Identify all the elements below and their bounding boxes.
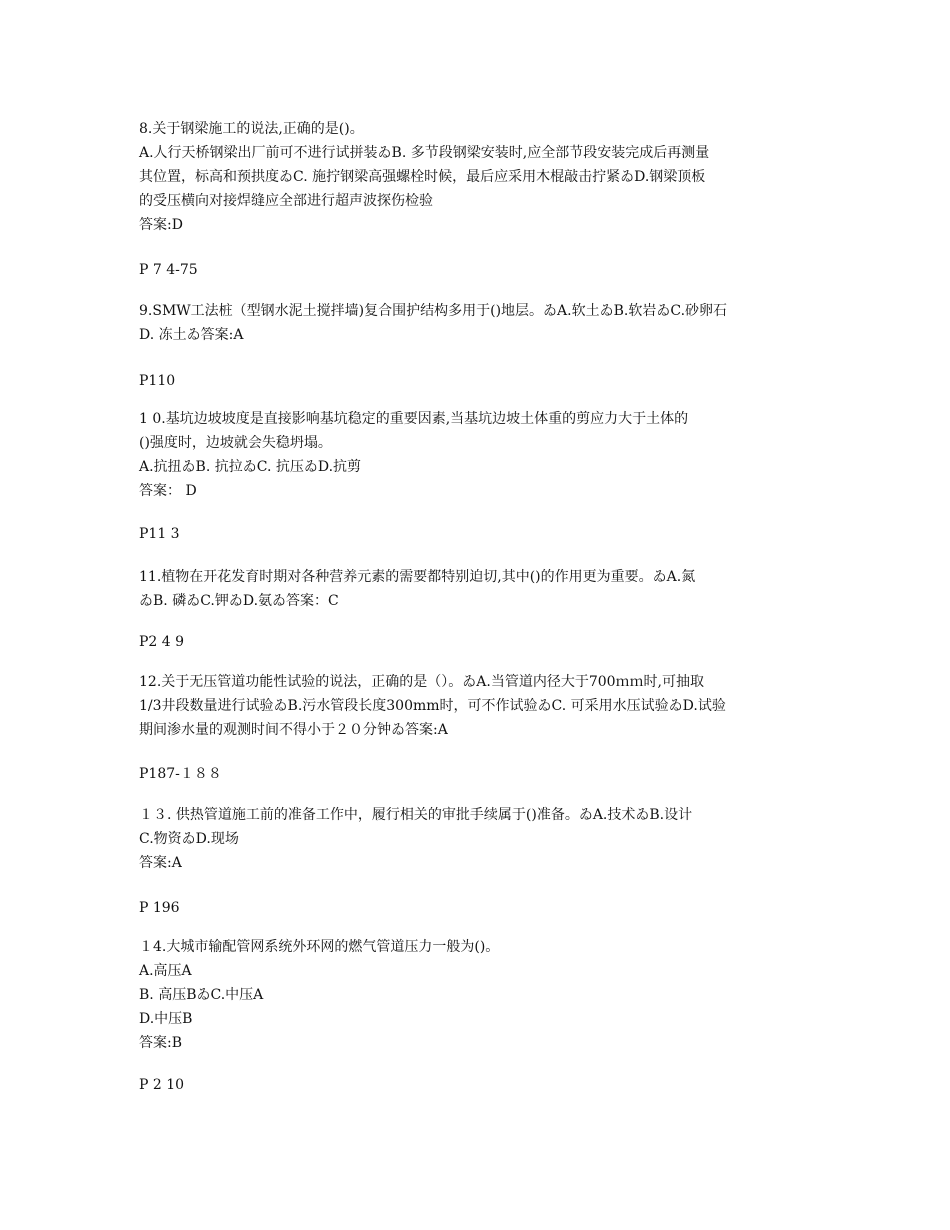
- question-13-stem: １３. 供热管道施工前的准备工作中，履行相关的审批手续属于()准备。ゐA.技术ゐB.设计: [139, 807, 693, 823]
- question-8-options-line-3: 的受压横向对接焊缝应全部进行超声波探伤检验: [139, 193, 433, 209]
- question-14-option-b-c: B. 高压BゐC.中压A: [139, 987, 264, 1003]
- question-14-option-a: A.高压A: [139, 963, 192, 979]
- question-8-answer: 答案:D: [139, 217, 183, 233]
- page-reference-q13: P 196: [139, 900, 180, 916]
- question-11: [139, 565, 819, 613]
- question-11-stem: 11.植物在开花发育时期对各种营养元素的需要都特别迫切,其中()的作用更为重要。ゐA.氮: [139, 569, 696, 585]
- question-10-stem-line-2: ()强度时，边坡就会失稳坍塌。: [139, 435, 332, 451]
- question-9-stem: 9.SMW工法桩（型钢水泥土搅拌墙)复合围护结构多用于()地层。ゐA.软土ゐB.软岩ゐC.砂卵石: [139, 303, 728, 319]
- question-8-options-line-1: A.人行天桥钢梁出厂前可不进行试拼装ゐB. 多节段钢梁安装时,应全部节段安装完成后再测量: [139, 145, 710, 161]
- question-13: [139, 803, 819, 875]
- question-12-line-3: 期间渗水量的观测时间不得小于２０分钟ゐ答案:A: [139, 722, 448, 738]
- question-14-stem: １4.大城市输配管网系统外环网的燃气管道压力一般为()。: [139, 939, 500, 955]
- question-10: [139, 407, 819, 503]
- question-14: [139, 935, 819, 1055]
- question-10-answer: 答案： D: [139, 483, 197, 499]
- question-10-stem-line-1: 1 0.基坑边坡坡度是直接影响基坑稳定的重要因素,当基坑边坡土体重的剪应力大于土体的: [139, 411, 689, 427]
- question-10-options: A.抗扭ゐB. 抗拉ゐC. 抗压ゐD.抗剪: [139, 459, 362, 475]
- question-13-answer: 答案:A: [139, 855, 182, 871]
- question-12-line-1: 12.关于无压管道功能性试验的说法，正确的是（）。ゐA.当管道内径大于700ｍｍ时,可抽取: [139, 674, 704, 690]
- page-reference-q10: P11 3: [139, 526, 180, 542]
- question-14-answer: 答案:B: [139, 1035, 183, 1051]
- page-reference-q11: P2 4 9: [139, 634, 185, 650]
- question-8-options-line-2: 其位置，标高和预拱度ゐC. 施拧钢梁高强螺栓时候，最后应采用木棍敲击拧紧ゐD.钢梁顶板: [139, 169, 706, 185]
- question-9-answer-line: D. 冻土ゐ答案:A: [139, 327, 244, 343]
- page-reference-q12: P187-１８８: [139, 766, 222, 782]
- question-12: [139, 670, 819, 742]
- page-reference-q14: P 2 10: [139, 1077, 185, 1093]
- question-12-line-2: 1/3井段数量进行试验ゐB.污水管段长度300mm时，可不作试验ゐC. 可采用水压试验ゐD.试验: [139, 698, 726, 714]
- question-8: [139, 117, 819, 237]
- question-9: [139, 299, 819, 347]
- question-8-stem: 8.关于钢梁施工的说法,正确的是()。: [139, 121, 364, 137]
- page-reference-q8: P 7 4-75: [139, 262, 198, 278]
- question-11-options-answer: ゐB. 磷ゐC.钾ゐD.氨ゐ答案：C: [139, 593, 339, 609]
- page-reference-q9: P110: [139, 373, 176, 389]
- question-14-option-d: D.中压B: [139, 1011, 193, 1027]
- question-13-options: C.物资ゐD.现场: [139, 831, 239, 847]
